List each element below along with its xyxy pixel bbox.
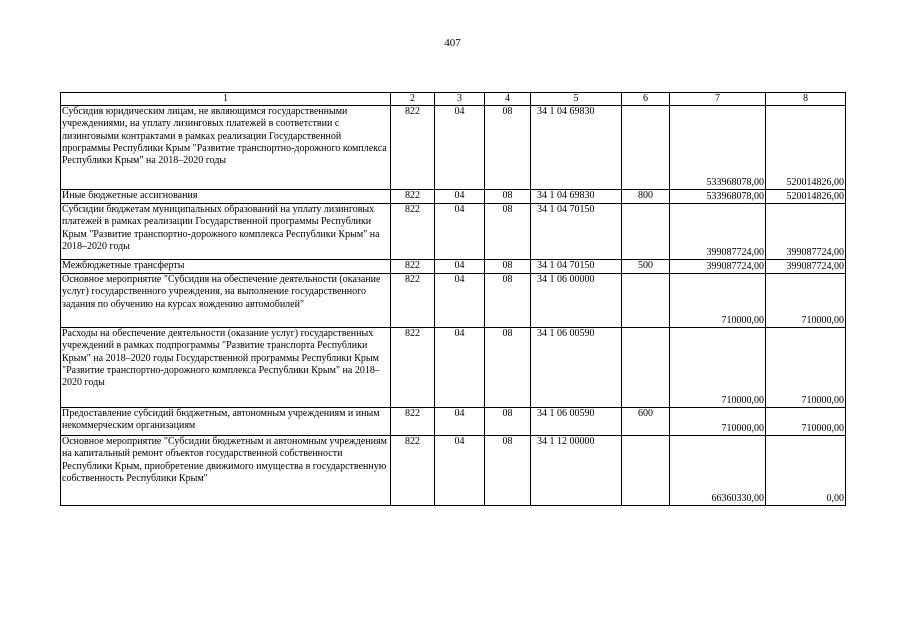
row-name: Иные бюджетные ассигнования — [61, 190, 391, 204]
row-expense-type — [622, 274, 670, 328]
row-expense-type — [622, 436, 670, 506]
row-name: Основное мероприятие "Субсидия на обеспечение деятельности (оказание услуг) государственного учреждения, на выполнение государственного задания по обучению на курсах вождению автомобилей" — [61, 274, 391, 328]
row-amount-2019: 710000,00 — [670, 328, 766, 408]
row-name: Основное мероприятие "Субсидии бюджетным и автономным учреждениям на капитальный ремонт объектов государственной собственности Республики Крым, приобретение движимого имущества в государственную собственность Республики Крым" — [61, 436, 391, 506]
row-subsection: 08 — [485, 328, 531, 408]
table-row — [61, 190, 846, 204]
row-target-article: 34 1 06 00000 — [531, 274, 622, 328]
table-header-row — [61, 93, 846, 106]
row-expense-type — [622, 204, 670, 260]
row-section: 04 — [435, 274, 485, 328]
row-name: Предоставление субсидий бюджетным, автономным учреждениям и иным некоммерческим организациям — [61, 408, 391, 436]
row-amount-2019: 710000,00 — [670, 408, 766, 436]
row-amount-2020: 710000,00 — [766, 274, 846, 328]
row-expense-type — [622, 328, 670, 408]
row-amount-2019: 399087724,00 — [670, 204, 766, 260]
row-amount-2020: 710000,00 — [766, 408, 846, 436]
row-target-article: 34 1 06 00590 — [531, 328, 622, 408]
row-amount-2020: 399087724,00 — [766, 260, 846, 274]
row-expense-type: 800 — [622, 190, 670, 204]
row-subsection: 08 — [485, 436, 531, 506]
row-amount-2020: 520014826,00 — [766, 106, 846, 190]
row-ministry-code: 822 — [391, 190, 435, 204]
table-row — [61, 328, 846, 408]
row-target-article: 34 1 04 70150 — [531, 204, 622, 260]
row-amount-2019: 710000,00 — [670, 274, 766, 328]
row-expense-type: 600 — [622, 408, 670, 436]
table-row — [61, 436, 846, 506]
row-expense-type — [622, 106, 670, 190]
row-subsection: 08 — [485, 106, 531, 190]
row-section: 04 — [435, 436, 485, 506]
header-cell: 5 — [531, 93, 622, 106]
table-row — [61, 106, 846, 190]
header-cell: 2 — [391, 93, 435, 106]
row-target-article: 34 1 04 69830 — [531, 190, 622, 204]
row-ministry-code: 822 — [391, 106, 435, 190]
row-ministry-code: 822 — [391, 274, 435, 328]
row-amount-2019: 399087724,00 — [670, 260, 766, 274]
row-subsection: 08 — [485, 260, 531, 274]
header-cell: 1 — [61, 93, 391, 106]
row-amount-2019: 533968078,00 — [670, 190, 766, 204]
row-section: 04 — [435, 190, 485, 204]
row-amount-2020: 520014826,00 — [766, 190, 846, 204]
row-name: Субсидии бюджетам муниципальных образований на уплату лизинговых платежей в рамках реализации Государственной программы Республики Крым "Развитие транспортно-дорожного комплекса Республики Крым" на 2018–2020 годы — [61, 204, 391, 260]
row-section: 04 — [435, 204, 485, 260]
row-amount-2020: 710000,00 — [766, 328, 846, 408]
row-ministry-code: 822 — [391, 260, 435, 274]
row-name: Субсидия юридическим лицам, не являющимся государственными учреждениями, на уплату лизинговых платежей в соответствии с лизинговыми контрактами в рамках реализации Государственной программы Республики Крым "Развитие транспортно-дорожного комплекса Республики Крым" на 2018–2020 годы — [61, 106, 391, 190]
row-subsection: 08 — [485, 274, 531, 328]
header-cell: 4 — [485, 93, 531, 106]
page-number: 407 — [444, 37, 461, 49]
row-section: 04 — [435, 260, 485, 274]
table-row — [61, 260, 846, 274]
header-cell: 7 — [670, 93, 766, 106]
row-section: 04 — [435, 408, 485, 436]
header-cell: 6 — [622, 93, 670, 106]
row-target-article: 34 1 04 69830 — [531, 106, 622, 190]
table-row — [61, 204, 846, 260]
row-section: 04 — [435, 106, 485, 190]
row-section: 04 — [435, 328, 485, 408]
row-subsection: 08 — [485, 408, 531, 436]
row-amount-2020: 399087724,00 — [766, 204, 846, 260]
table-row — [61, 408, 846, 436]
row-target-article: 34 1 06 00590 — [531, 408, 622, 436]
table-row — [61, 274, 846, 328]
row-target-article: 34 1 12 00000 — [531, 436, 622, 506]
row-ministry-code: 822 — [391, 204, 435, 260]
row-amount-2019: 533968078,00 — [670, 106, 766, 190]
row-ministry-code: 822 — [391, 436, 435, 506]
header-cell: 8 — [766, 93, 846, 106]
budget-table — [60, 92, 846, 506]
row-ministry-code: 822 — [391, 328, 435, 408]
row-subsection: 08 — [485, 190, 531, 204]
row-subsection: 08 — [485, 204, 531, 260]
row-name: Межбюджетные трансферты — [61, 260, 391, 274]
row-amount-2019: 66360330,00 — [670, 436, 766, 506]
row-name: Расходы на обеспечение деятельности (оказание услуг) государственных учреждений в рамках подпрограммы "Развитие транспорта Республики Крым" на 2018–2020 годы Государственной программы Республики Крым "Развитие транспортно-дорожного комплекса Республики Крым" на 2018–2020 годы — [61, 328, 391, 408]
header-cell: 3 — [435, 93, 485, 106]
row-expense-type: 500 — [622, 260, 670, 274]
row-amount-2020: 0,00 — [766, 436, 846, 506]
row-ministry-code: 822 — [391, 408, 435, 436]
row-target-article: 34 1 04 70150 — [531, 260, 622, 274]
